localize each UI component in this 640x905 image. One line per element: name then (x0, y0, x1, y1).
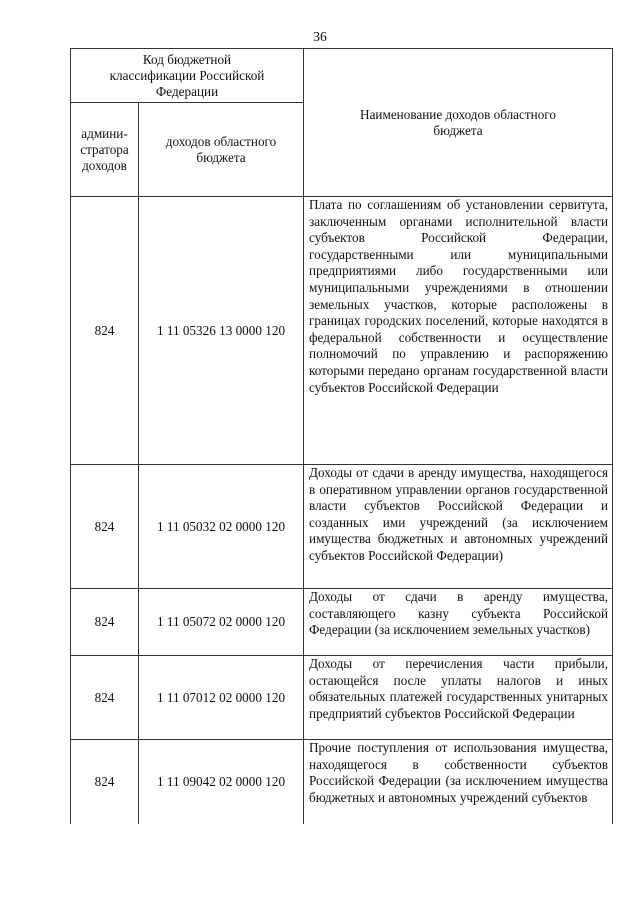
income-code-cell: 1 11 09042 02 0000 120 (139, 740, 304, 824)
income-name-cell (304, 656, 613, 740)
table-row (71, 656, 613, 740)
administrator-code-cell: 824 (71, 197, 139, 465)
income-name-text: Прочие поступления от использования имущества, находящегося в собственности субъектов Российской Федерации (за исключением имущества бюджетных и автономных учреждений субъектов (309, 740, 609, 805)
income-name-text: Доходы от сдачи в аренду имущества, составляющего казну субъекта Российской Федерации (за исключением земельных участков) (309, 589, 609, 638)
table-row (71, 465, 613, 589)
header-administrator: админи-стратора доходов (71, 103, 139, 197)
income-code-cell: 1 11 07012 02 0000 120 (139, 656, 304, 740)
income-name-text: Доходы от сдачи в аренду имущества, находящегося в оперативном управлении органов государственной власти субъектов Российской Федерации и созданных ими учреждений (за исключением имущества бюджетных и автономных учреждений субъектов Российской Федерации) (309, 465, 609, 563)
income-name-cell (304, 589, 613, 656)
income-name-cell (304, 465, 613, 589)
table-row (71, 740, 613, 824)
budget-income-table (70, 48, 613, 824)
page-number: 36 (313, 29, 327, 44)
administrator-code-cell: 824 (71, 465, 139, 589)
administrator-code-cell: 824 (71, 656, 139, 740)
income-name-text: Плата по соглашениям об установлении сервитута, заключенным органами исполнительной власти субъектов Российской Федерации, государственными или муниципальными предприятиями либо государственными или муниципальными учреждениями в отношении земельных участков, которые расположены в границах городских поселений, которые находятся в федеральной собственности и осуществление полномочий по управлению и распоряжению которыми передано органам государственной власти субъектов Российской Федерации (309, 197, 609, 395)
income-code-cell: 1 11 05072 02 0000 120 (139, 589, 304, 656)
income-code-cell: 1 11 05326 13 0000 120 (139, 197, 304, 465)
income-name-text: Доходы от перечисления части прибыли, остающейся после уплаты налогов и иных обязательных платежей государственных унитарных предприятий субъектов Российской Федерации (309, 656, 609, 721)
table-row (71, 589, 613, 656)
header-income-code: доходов областного бюджета (139, 103, 304, 197)
administrator-code-cell: 824 (71, 589, 139, 656)
table-row (71, 197, 613, 465)
income-code-cell: 1 11 05032 02 0000 120 (139, 465, 304, 589)
header-budget-classification-code: Код бюджетной классификации Российской Федерации (71, 49, 304, 103)
income-name-cell (304, 740, 613, 824)
income-name-cell (304, 197, 613, 465)
header-income-name: Наименование доходов областного бюджета (304, 49, 613, 197)
administrator-code-cell: 824 (71, 740, 139, 824)
